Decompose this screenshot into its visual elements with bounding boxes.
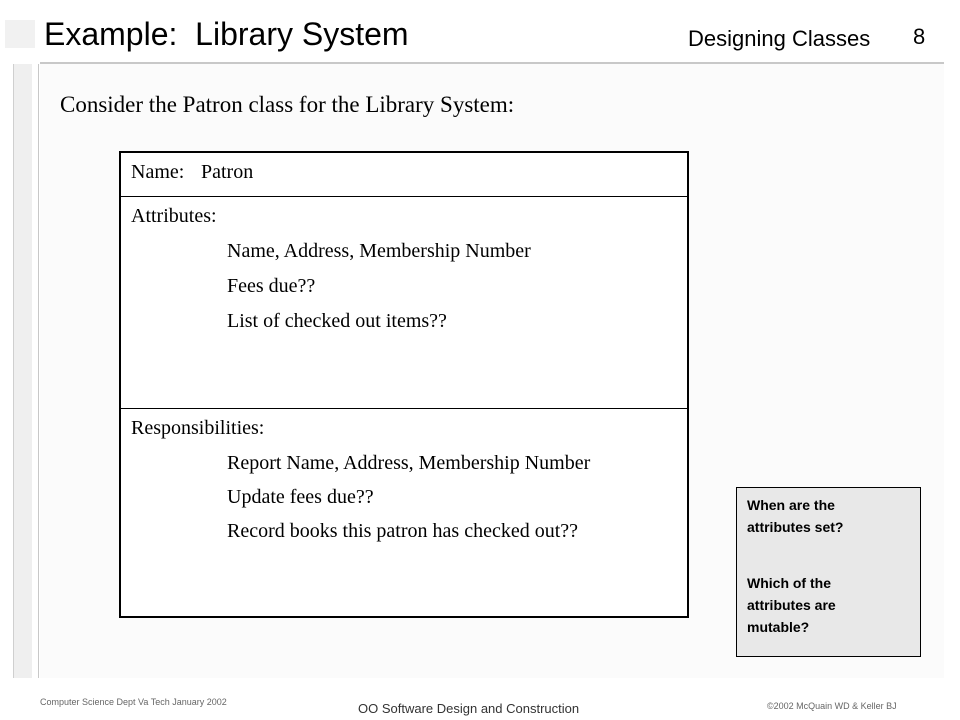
attribute-item: List of checked out items?? [227,310,447,332]
page-number: 8 [913,24,926,49]
left-margin-strip [13,64,32,678]
note-line: Which of the [747,575,831,591]
corner-decoration [5,20,35,48]
class-name-value: Patron [201,161,254,183]
note-line: attributes are [747,597,836,613]
title-main: Library System [195,16,409,52]
note-line: attributes set? [747,519,844,535]
class-name-label: Name: [131,161,185,183]
footer-course-title: OO Software Design and Construction [358,701,580,716]
attribute-item: Fees due?? [227,275,316,297]
attribute-item: Name, Address, Membership Number [227,240,531,262]
footer-copyright: ©2002 McQuain WD & Keller BJ [767,701,897,711]
section-label: Designing Classes [688,26,871,51]
responsibility-item: Report Name, Address, Membership Number [227,452,591,474]
note-line: mutable? [747,619,810,635]
class-name-section [121,153,687,197]
attributes-heading: Attributes: [131,205,217,227]
title-prefix: Example: [44,16,178,52]
note-question-2 [747,572,910,638]
note-question-1 [747,494,910,538]
left-rule [38,64,39,678]
responsibility-item: Update fees due?? [227,486,374,508]
responsibilities-heading: Responsibilities: [131,417,265,439]
callout-note [736,487,921,657]
slide-title [44,16,409,53]
responsibility-item: Record books this patron has checked out?? [227,520,579,542]
intro-text: Consider the Patron class for the Library System: [60,92,515,117]
class-card [119,151,689,618]
note-line: When are the [747,497,835,513]
attributes-section [121,197,687,409]
footer-course-info: Computer Science Dept Va Tech January 2002 [40,697,227,707]
title-rule [40,62,944,64]
responsibilities-section [121,409,687,616]
